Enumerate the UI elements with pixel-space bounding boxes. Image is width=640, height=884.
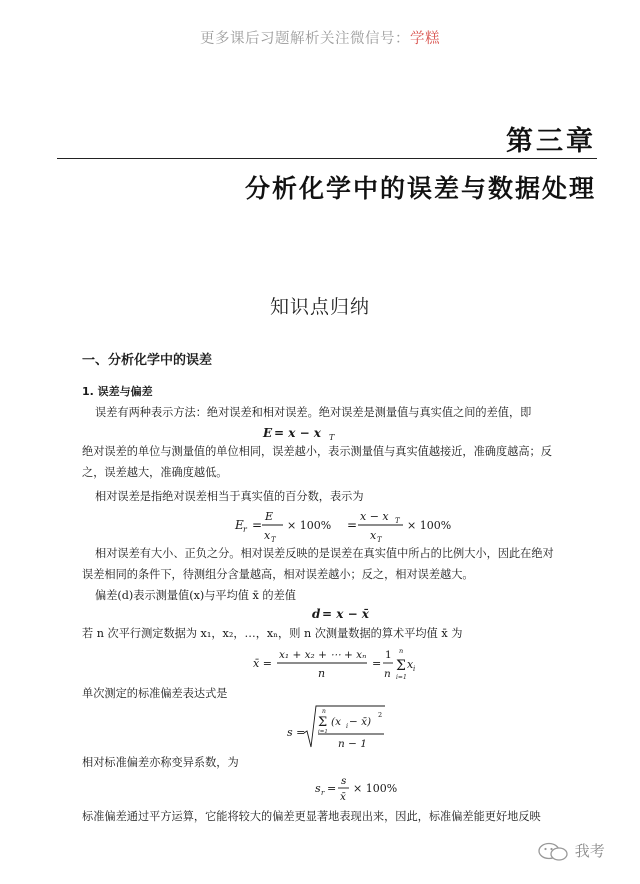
eq6-eq: = <box>327 782 337 795</box>
equation-deviation <box>0 603 640 625</box>
svg-text:=: = <box>347 518 358 532</box>
eq4-sum-sub: i <box>413 665 416 673</box>
eq2-den1-sub: T <box>271 536 276 544</box>
eq5-sum-bot: i=1 <box>318 729 328 735</box>
chat-bubble-icon <box>536 842 575 860</box>
watermark-text: 更多课后习题解析关注微信号： <box>200 31 410 47</box>
eq5-term-sub: i <box>346 722 349 730</box>
eq6-num: s <box>341 775 347 787</box>
subheading-error-deviation: 1. 误差与偏差 <box>82 385 153 398</box>
eq4-frac-num: 1 <box>385 649 392 661</box>
eq2-times2: × 100% <box>407 519 452 532</box>
paragraph-6: 若 n 次平行测定数据为 x₁，x₂，…，xₙ，则 n 次测量数据的算术平均值 x̄ 为 <box>82 627 463 640</box>
paragraph-1: 误差有两种表示方法：绝对误差和相对误差。绝对误差是测量值与真实值之间的差值，即 <box>95 406 532 419</box>
chapter-number: 第三章 <box>506 126 596 157</box>
eq4-lhs: x̄ = <box>253 657 272 670</box>
eq4-eq: = <box>372 657 382 670</box>
eq2-lhs-sub: r <box>243 525 247 534</box>
section-title: 知识点归纳 <box>269 296 370 318</box>
heading-errors: 一、分析化学中的误差 <box>82 353 213 368</box>
watermark-banner <box>0 27 640 48</box>
paragraph-7: 单次测定的标准偏差表达式是 <box>82 687 228 700</box>
equation-std-dev <box>0 703 640 755</box>
watermark-highlight: 学糕 <box>410 31 440 47</box>
eq4-sum-arg: x <box>407 658 414 671</box>
eq2-times1: × 100% <box>287 519 332 532</box>
svg-text:Σ: Σ <box>318 715 328 730</box>
chapter-title: 分析化学中的误差与数据处理 <box>244 174 596 203</box>
eq1-sub: T <box>329 433 335 442</box>
equation-relative-error <box>0 504 640 546</box>
eq5-lhs: s = <box>287 726 306 739</box>
eq6-lhs-sub: r <box>321 789 325 797</box>
eq5-power: 2 <box>378 711 383 719</box>
paragraph-4b: 误差相同的条件下，待测组分含量越高，相对误差越小；反之，相对误差越大。 <box>82 568 474 581</box>
svg-text:=: = <box>252 518 263 532</box>
eq5-sum-top: n <box>322 708 326 715</box>
wechat-logo <box>536 840 605 863</box>
paragraph-4a: 相对误差有大小、正负之分。相对误差反映的是误差在真实值中所占的比例大小，因此在绝对 <box>95 547 554 560</box>
svg-text:T: T <box>395 517 400 525</box>
paragraph-3: 相对误差是指绝对误差相当于真实值的百分数，表示为 <box>95 490 364 503</box>
eq4-sum-bot: i=1 <box>396 674 407 681</box>
eq6-den: x̄ <box>340 791 346 803</box>
eq1-lhs: E <box>263 426 273 440</box>
eq5-den: n − 1 <box>338 738 367 750</box>
eq4-frac-den: n <box>384 668 391 680</box>
logo-text: 我考 <box>574 842 605 860</box>
eq4-sum-top: n <box>399 647 404 655</box>
eq4-den: n <box>318 667 326 680</box>
paragraph-2a: 绝对误差的单位与测量值的单位相同，误差越小，表示测量值与真实值越接近，准确度越高；反 <box>82 445 552 458</box>
svg-text:Σ: Σ <box>396 658 406 674</box>
eq6-times: × 100% <box>353 782 398 795</box>
eq2-lhs: E <box>235 518 244 532</box>
equation-mean <box>0 643 640 685</box>
eq1-rhs: = x − x <box>274 426 321 440</box>
eq2-den1: x <box>264 529 271 542</box>
svg-text:x: x <box>370 529 377 542</box>
eq2-num2: x − x <box>360 510 389 523</box>
eq6-lhs: s <box>315 782 321 795</box>
eq5-term: (x <box>331 716 342 728</box>
eq2-num1: E <box>265 510 274 523</box>
paragraph-8: 相对标准偏差亦称变异系数，为 <box>82 756 239 769</box>
equation-rsd <box>0 772 640 806</box>
paragraph-2b: 之，误差越大，准确度越低。 <box>82 466 228 479</box>
paragraph-9: 标准偏差通过平方运算，它能将较大的偏差更显著地表现出来，因此，标准偏差能更好地反映 <box>82 810 541 823</box>
eq3-lhs: d <box>312 607 321 621</box>
paragraph-5: 偏差(d)表示测量值(x)与平均值 x̄ 的差值 <box>95 589 296 602</box>
svg-text:T: T <box>377 536 382 544</box>
eq3-rhs: = x − x̄ <box>322 607 369 621</box>
eq4-num: x₁ + x₂ + ⋯ + xₙ <box>279 649 367 661</box>
chapter-divider <box>57 158 597 159</box>
eq5-term2: − x̄) <box>349 716 372 728</box>
